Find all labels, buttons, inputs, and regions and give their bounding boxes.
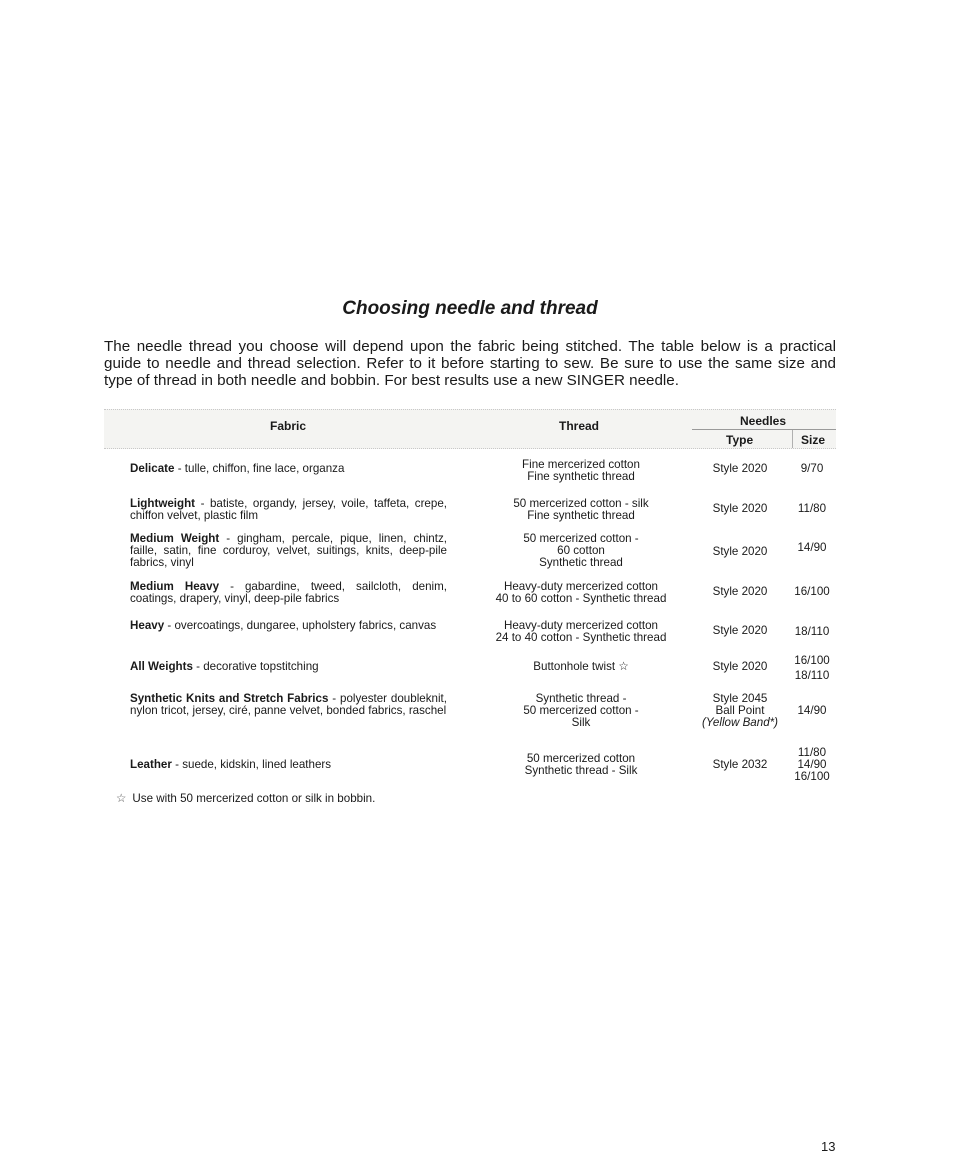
fabric-description: - gingham, percale, pique, linen, chintz, faille, satin, fine corduroy, velvet, suitings, knits, deep-pile fabrics, vinyl	[130, 532, 447, 569]
fabric-name: Medium Weight	[130, 532, 220, 545]
thread-line: 60 cotton	[557, 544, 605, 557]
needle-size: 11/80	[797, 746, 827, 759]
needle-type-note: (Yellow Band*)	[701, 716, 779, 729]
needle-size-cell	[788, 586, 836, 598]
fabric-cell	[130, 498, 447, 522]
needle-type: Style 2020	[712, 585, 768, 598]
needle-size-cell	[788, 503, 836, 515]
needle-type-cell	[692, 693, 788, 729]
table-row	[104, 489, 836, 529]
fabric-description: - overcoatings, dungaree, upholstery fabrics, canvas	[167, 619, 437, 632]
needle-type-cell	[692, 759, 788, 771]
header-type: Type	[726, 433, 754, 447]
needle-size-cell	[788, 747, 836, 783]
thread-line: Synthetic thread	[539, 556, 623, 569]
fabric-cell	[130, 661, 447, 673]
fabric-name: Medium Heavy	[130, 580, 220, 593]
thread-cell	[466, 661, 696, 673]
fabric-description: - gabardine, tweed, sailcloth, denim, coatings, drapery, vinyl, deep-pile fabrics	[130, 580, 447, 605]
needle-type: Style 2020	[712, 660, 768, 673]
fabric-cell	[130, 581, 447, 605]
table-row	[104, 617, 836, 654]
fabric-name: Synthetic Knits and Stretch Fabrics	[130, 692, 329, 705]
needle-size-cell	[788, 655, 836, 682]
needle-size: 9/70	[800, 462, 824, 475]
needles-header-divider	[692, 429, 836, 430]
needle-type: Style 2032	[712, 758, 768, 771]
page-title: Choosing needle and thread	[342, 298, 598, 319]
needle-type: Style 2020	[712, 502, 768, 515]
thread-line: Buttonhole twist ☆	[533, 660, 629, 673]
needle-size: 16/100	[794, 585, 830, 598]
needle-type-cell	[692, 625, 788, 637]
fabric-description: - polyester doubleknit, nylon tricot, jersey, ciré, panne velvet, bonded fabrics, raschel	[130, 692, 447, 717]
thread-cell	[466, 581, 696, 605]
thread-line: Silk	[571, 716, 591, 729]
needle-type: Style 2045	[712, 692, 768, 705]
needle-size-cell	[788, 705, 836, 717]
thread-line: 40 to 60 cotton - Synthetic thread	[495, 592, 667, 605]
fabric-cell	[130, 759, 447, 771]
thread-line: 24 to 40 cotton - Synthetic thread	[495, 631, 667, 644]
table-row	[104, 577, 836, 617]
thread-line: 50 mercerized cotton	[526, 752, 636, 765]
header-fabric: Fabric	[270, 419, 307, 433]
type-size-divider	[792, 430, 793, 448]
fabric-description: - batiste, organdy, jersey, voile, taffeta, crepe, chiffon velvet, plastic film	[130, 497, 447, 522]
needle-type-cell	[692, 586, 788, 598]
fabric-description: - tulle, chiffon, fine lace, organza	[177, 462, 345, 475]
needle-thread-table	[104, 409, 836, 790]
thread-line: Fine synthetic thread	[527, 509, 635, 522]
thread-line: 50 mercerized cotton -	[523, 532, 639, 545]
thread-cell	[466, 620, 696, 644]
thread-line: 50 mercerized cotton -	[523, 704, 639, 717]
thread-line: Synthetic thread -	[535, 692, 627, 705]
thread-line: Synthetic thread - Silk	[524, 764, 638, 777]
needle-type-cell	[692, 661, 788, 673]
table-header	[104, 409, 836, 449]
footnote-text: Use with 50 mercerized cotton or silk in bobbin.	[132, 792, 376, 805]
needle-type: Style 2020	[712, 624, 768, 637]
fabric-description: - suede, kidskin, lined leathers	[175, 758, 332, 771]
needle-type: Ball Point	[715, 704, 765, 717]
header-needles: Needles	[740, 414, 787, 428]
fabric-cell	[130, 463, 447, 475]
table-row	[104, 529, 836, 577]
fabric-name: Leather	[130, 758, 172, 771]
table-row	[104, 449, 836, 489]
fabric-cell	[130, 620, 447, 632]
page-number: 13	[821, 1139, 836, 1154]
fabric-name: Lightweight	[130, 497, 196, 510]
thread-line: Fine synthetic thread	[527, 470, 635, 483]
fabric-name: All Weights	[130, 660, 193, 673]
thread-cell	[466, 459, 696, 483]
table-row	[104, 744, 836, 790]
thread-cell	[466, 753, 696, 777]
table-row	[104, 688, 836, 744]
thread-line: Fine mercerized cotton	[522, 458, 640, 471]
needle-type: Style 2020	[712, 462, 768, 475]
needle-size-cell	[788, 542, 836, 554]
header-size: Size	[801, 433, 826, 447]
thread-cell	[466, 693, 696, 729]
needle-size: 11/80	[797, 502, 827, 515]
thread-line: Heavy-duty mercerized cotton	[503, 580, 658, 593]
needle-size-cell	[788, 626, 836, 638]
intro-paragraph: The needle thread you choose will depend upon the fabric being stitched. The table below is a practical guide to needle and thread selection. Refer to it before starting to sew. Be sure to use the same size and type of thread in both needle and bobbin. For best results use a new SINGER needle.	[104, 338, 836, 389]
fabric-name: Heavy	[130, 619, 165, 632]
thread-line: 50 mercerized cotton - silk	[513, 497, 649, 510]
star-icon: ☆	[116, 792, 127, 805]
needle-type: Style 2020	[712, 545, 768, 558]
needle-type-cell	[692, 463, 788, 475]
needle-size: 16/100	[794, 654, 830, 667]
footnote	[116, 791, 375, 805]
fabric-cell	[130, 693, 447, 717]
needle-size: 14/90	[797, 704, 827, 717]
fabric-cell	[130, 533, 447, 569]
thread-cell	[466, 498, 696, 522]
needle-size: 16/100	[794, 770, 830, 783]
fabric-description: - decorative topstitching	[196, 660, 319, 673]
needle-size: 14/90	[797, 541, 827, 554]
needle-size-cell	[788, 463, 836, 475]
needle-size: 14/90	[797, 758, 827, 771]
thread-cell	[466, 533, 696, 569]
needle-size: 18/110	[794, 625, 830, 638]
fabric-name: Delicate	[130, 462, 175, 475]
table-row	[104, 654, 836, 688]
needle-type-cell	[692, 503, 788, 515]
thread-line: Heavy-duty mercerized cotton	[503, 619, 658, 632]
needle-size: 18/110	[794, 669, 830, 682]
header-thread: Thread	[559, 419, 600, 433]
needle-type-cell	[692, 546, 788, 558]
